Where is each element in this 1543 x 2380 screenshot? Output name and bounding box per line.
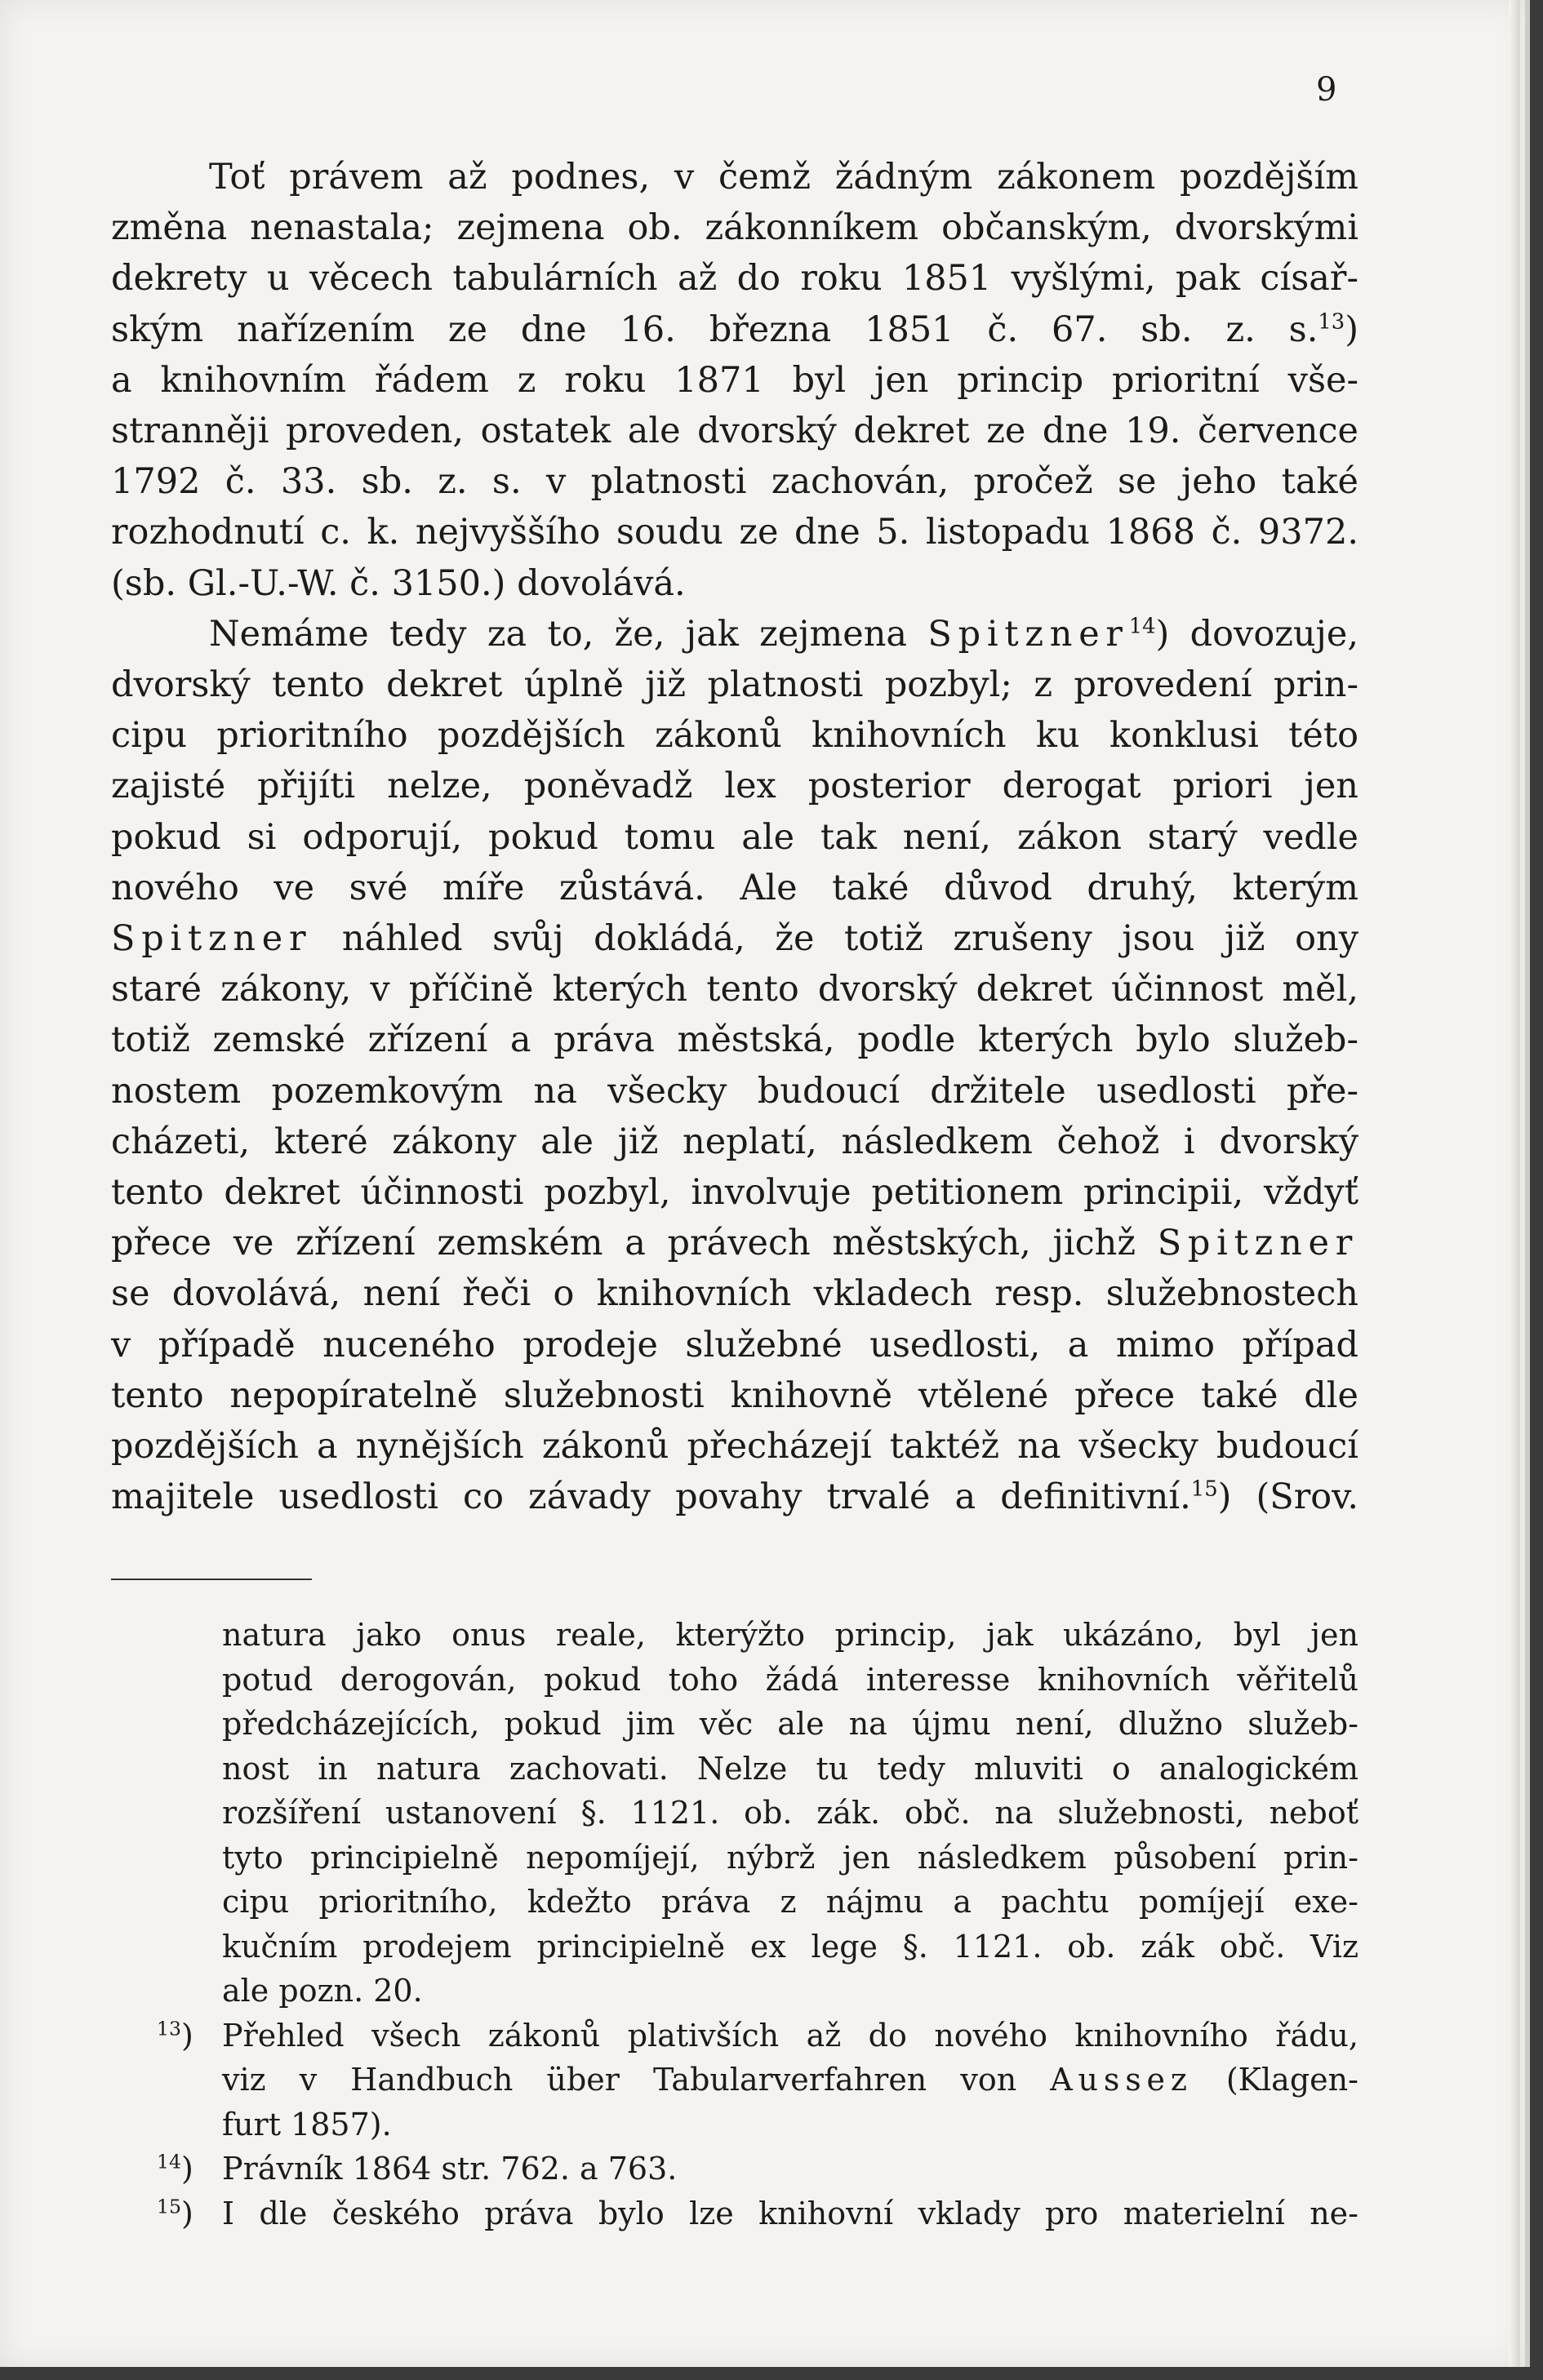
- text-line: a knihovním řádem z roku 1871 byl jen princip prioritní vše-: [111, 359, 1358, 401]
- footnote-15: [111, 2191, 1358, 2236]
- footnote-ref-15: 15: [1190, 1476, 1218, 1502]
- footnote-line: potud derogován, pokud toho žádá interesse knihovních věřitelů: [222, 1661, 1358, 1698]
- footnote-line: tyto principielně nepomíjejí, nýbrž jen následkem působení prin-: [222, 1839, 1358, 1876]
- text-line: cházeti, které zákony ale již neplatí, následkem čehož i dvorský: [111, 1121, 1358, 1162]
- text-line: dvorský tento dekret úplně již platnosti pozbyl; z provedení prin-: [111, 664, 1358, 706]
- main-text: [111, 152, 1358, 1522]
- text-line: v případě nuceného prodeje služebné usedlosti, a mimo případ: [111, 1324, 1358, 1365]
- text-line: (sb. Gl.-U.-W. č. 3150.) dovolává.: [111, 562, 686, 604]
- text-line: se dovolává, není řeči o knihovních vkladech resp. služebnostech: [111, 1273, 1358, 1315]
- text-line: [111, 1472, 1358, 1522]
- page-number: 9: [1316, 71, 1337, 109]
- footnote-line: rozšíření ustanovení §. 1121. ob. zák. obč. na služebnosti, neboť: [222, 1795, 1358, 1831]
- footnote-ref-14: 14: [1128, 614, 1156, 639]
- footnotes: [111, 1613, 1358, 2236]
- footnote-continuation: [111, 1613, 1358, 2014]
- text-line: pokud si odporují, pokud tomu ale tak není, zákon starý vedle: [111, 816, 1358, 858]
- footnote-number: 14: [157, 2150, 181, 2174]
- footnote-line: cipu prioritního, kdežto práva z nájmu a pachtu pomíjejí exe-: [222, 1884, 1358, 1920]
- footnote-marker: [157, 2014, 222, 2058]
- text-line: cipu prioritního pozdějších zákonů knihovních ku konklusi této: [111, 715, 1358, 757]
- footnote-line: Přehled všech zákonů plativších až do nového knihovního řádu,: [222, 2017, 1358, 2054]
- text-fragment: majitele usedlosti co závady povahy trvalé a definitivní.: [111, 1476, 1191, 1518]
- text-fragment: (Klagen-: [1225, 2062, 1358, 2098]
- text-line: 1792 č. 33. sb. z. s. v platnosti zachován, pročež se jeho také: [111, 461, 1358, 503]
- footnote-paren: ): [180, 2151, 193, 2187]
- author-name: Spitzner: [927, 613, 1129, 655]
- text-line: dekrety u věcech tabulárních až do roku 1851 vyšlými, pak císař-: [111, 258, 1358, 300]
- footnote-line: nost in natura zachovati. Nelze tu tedy mluviti o analogickém: [222, 1750, 1358, 1787]
- footnote-line: natura jako onus reale, kterýžto princip, jak ukázáno, byl jen: [222, 1617, 1358, 1653]
- text-fragment: viz v Handbuch über Tabularverfahren von: [222, 2062, 1017, 2098]
- author-name: Spitzner: [111, 918, 313, 960]
- text-line: tento dekret účinnosti pozbyl, involvuje petitionem principii, vždyť: [111, 1172, 1358, 1214]
- footnote-marker: [157, 2147, 222, 2191]
- text-fragment: ) (Srov.: [1217, 1476, 1358, 1518]
- footnote-line: I dle českého práva bylo lze knihovní vklady pro materielní ne-: [222, 2195, 1358, 2231]
- text-line: [111, 304, 1358, 355]
- text-fragment: ): [1345, 309, 1358, 350]
- footnote-line: [111, 2058, 1358, 2102]
- text-fragment: ) dovozuje,: [1155, 613, 1358, 655]
- text-fragment: ským nařízením ze dne 16. března 1851 č. 67. sb. z. s.: [111, 309, 1318, 350]
- footnote-line: předcházejících, pokud jim věc ale na újmu není, dlužno služeb-: [222, 1706, 1358, 1742]
- text-fragment: přece ve zřízení zemském a právech městských, jichž: [111, 1223, 1136, 1264]
- text-fragment: Nemáme tedy za to, že, jak zejmena: [209, 613, 908, 655]
- footnote-ref-13: 13: [1318, 309, 1345, 335]
- author-name: Spitzner: [1157, 1223, 1358, 1264]
- page-edge: [1509, 0, 1520, 2367]
- text-line: [111, 609, 1358, 659]
- text-line: nostem pozemkovým na všecky budoucí držitele usedlosti pře-: [111, 1070, 1358, 1112]
- footnote-paren: ): [180, 2017, 193, 2054]
- footnote-14: [111, 2147, 1358, 2191]
- footnote-number: 15: [157, 2194, 181, 2218]
- text-line: pozdějších a nynějších zákonů přecházejí taktéž na všecky budoucí: [111, 1426, 1358, 1468]
- text-line: [111, 1218, 1358, 1268]
- text-line: nového ve své míře zůstává. Ale také důvod druhý, kterým: [111, 867, 1358, 908]
- footnote-paren: ): [180, 2195, 193, 2231]
- footnote-number: 13: [157, 2016, 181, 2040]
- text-line: tento nepopíratelně služebnosti knihovně vtělené přece také dle: [111, 1374, 1358, 1416]
- footnote-divider: [111, 1579, 312, 1580]
- text-fragment: náhled svůj dokládá, že totiž zrušeny jsou již ony: [312, 918, 1358, 960]
- text-line: rozhodnutí c. k. nejvyššího soudu ze dne 5. listopadu 1868 č. 9372.: [111, 512, 1358, 553]
- text-line: změna nenastala; zejmena ob. zákonníkem občanským, dvorskými: [111, 207, 1358, 249]
- footnote-line: Právník 1864 str. 762. a 763.: [222, 2151, 678, 2187]
- text-line: Toť právem až podnes, v čemž žádným zákonem pozdějším: [209, 157, 1358, 198]
- author-name: Aussez: [1050, 2062, 1193, 2098]
- text-line: staré zákony, v příčině kterých tento dvorský dekret účinnost měl,: [111, 969, 1358, 1010]
- text-line: stranněji proveden, ostatek ale dvorský dekret ze dne 19. července: [111, 411, 1358, 452]
- footnote-13: [111, 2014, 1358, 2147]
- footnote-marker: [157, 2191, 222, 2236]
- footnote-line: ale pozn. 20.: [222, 1973, 423, 2009]
- text-line: [111, 913, 1358, 964]
- text-line: totiž zemské zřízení a práva městská, podle kterých bylo služeb-: [111, 1019, 1358, 1061]
- text-line: zajisté přijíti nelze, poněvadž lex posterior derogat priori jen: [111, 766, 1358, 807]
- footnote-line: furt 1857).: [222, 2106, 392, 2142]
- footnote-line: kučním prodejem principielně ex lege §. 1121. ob. zák obč. Viz: [222, 1928, 1358, 1965]
